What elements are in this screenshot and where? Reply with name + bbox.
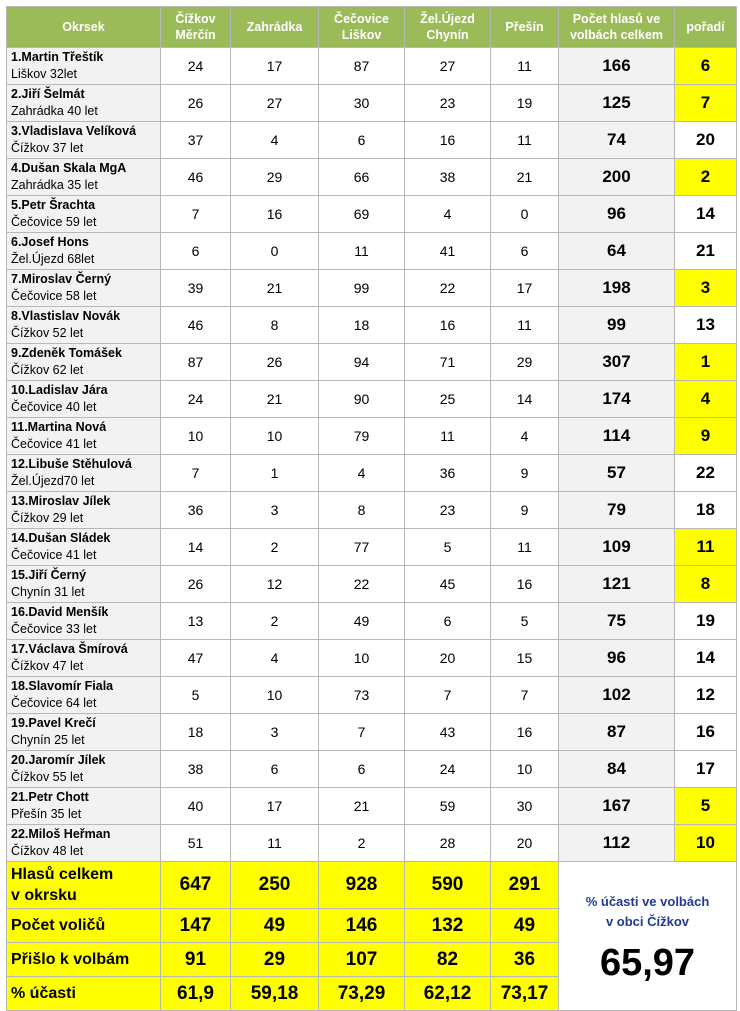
turnout-label-line2: v obci Čížkov <box>605 913 690 929</box>
total-votes-cell: 84 <box>559 751 675 788</box>
summary-value-cell: 49 <box>491 909 559 943</box>
district-votes-cell: 16 <box>491 714 559 751</box>
rank-cell: 2 <box>675 159 737 196</box>
rank-cell: 17 <box>675 751 737 788</box>
candidate-name: 22.Miloš Heřman <box>11 827 111 841</box>
district-votes-cell: 90 <box>319 381 405 418</box>
district-votes-cell: 40 <box>161 788 231 825</box>
district-votes-cell: 10 <box>491 751 559 788</box>
district-votes-cell: 10 <box>231 418 319 455</box>
rank-cell: 10 <box>675 825 737 862</box>
candidate-cell <box>7 122 161 159</box>
candidate-cell <box>7 418 161 455</box>
district-votes-cell: 11 <box>491 122 559 159</box>
district-votes-cell: 4 <box>319 455 405 492</box>
district-votes-cell: 87 <box>161 344 231 381</box>
district-votes-cell: 30 <box>319 85 405 122</box>
total-votes-cell: 167 <box>559 788 675 825</box>
table-row <box>7 418 737 455</box>
district-votes-cell: 6 <box>231 751 319 788</box>
summary-value-cell: 250 <box>231 862 319 909</box>
summary-value-cell: 132 <box>405 909 491 943</box>
candidate-name: 20.Jaromír Jílek <box>11 753 106 767</box>
table-row <box>7 492 737 529</box>
district-votes-cell: 37 <box>161 122 231 159</box>
candidate-location-age: Žel.Újezd70 let <box>11 474 95 488</box>
district-votes-cell: 39 <box>161 270 231 307</box>
district-votes-cell: 7 <box>405 677 491 714</box>
district-votes-cell: 2 <box>231 529 319 566</box>
municipal-turnout-box <box>559 862 737 1011</box>
candidate-cell <box>7 788 161 825</box>
candidate-location-age: Liškov 32let <box>11 67 78 81</box>
district-votes-cell: 18 <box>319 307 405 344</box>
district-votes-cell: 9 <box>491 492 559 529</box>
district-votes-cell: 87 <box>319 48 405 85</box>
total-votes-cell: 307 <box>559 344 675 381</box>
candidate-name: 9.Zdeněk Tomášek <box>11 346 122 360</box>
summary-row <box>7 862 737 909</box>
district-votes-cell: 2 <box>231 603 319 640</box>
district-votes-cell: 29 <box>231 159 319 196</box>
district-votes-cell: 26 <box>161 85 231 122</box>
district-votes-cell: 30 <box>491 788 559 825</box>
rank-cell: 8 <box>675 566 737 603</box>
district-votes-cell: 94 <box>319 344 405 381</box>
district-votes-cell: 38 <box>405 159 491 196</box>
district-votes-cell: 69 <box>319 196 405 233</box>
district-votes-cell: 0 <box>491 196 559 233</box>
district-votes-cell: 4 <box>491 418 559 455</box>
district-votes-cell: 36 <box>161 492 231 529</box>
candidate-location-age: Přešín 35 let <box>11 807 82 821</box>
candidate-cell <box>7 48 161 85</box>
district-votes-cell: 66 <box>319 159 405 196</box>
candidate-name: 11.Martina Nová <box>11 420 107 434</box>
table-row <box>7 307 737 344</box>
total-votes-cell: 200 <box>559 159 675 196</box>
district-votes-cell: 14 <box>491 381 559 418</box>
summary-value-cell: 146 <box>319 909 405 943</box>
district-votes-cell: 6 <box>405 603 491 640</box>
district-votes-cell: 24 <box>161 48 231 85</box>
rank-cell: 22 <box>675 455 737 492</box>
summary-value-cell: 91 <box>161 943 231 977</box>
candidate-location-age: Žel.Újezd 68let <box>11 252 95 266</box>
table-row <box>7 714 737 751</box>
district-votes-cell: 11 <box>319 233 405 270</box>
district-votes-cell: 38 <box>161 751 231 788</box>
summary-label <box>7 909 161 943</box>
district-votes-cell: 79 <box>319 418 405 455</box>
candidate-name: 6.Josef Hons <box>11 235 89 249</box>
district-votes-cell: 4 <box>231 122 319 159</box>
district-votes-cell: 7 <box>161 196 231 233</box>
rank-cell: 11 <box>675 529 737 566</box>
total-votes-cell: 87 <box>559 714 675 751</box>
district-votes-cell: 17 <box>491 270 559 307</box>
district-votes-cell: 11 <box>405 418 491 455</box>
district-votes-cell: 1 <box>231 455 319 492</box>
district-votes-cell: 59 <box>405 788 491 825</box>
candidate-location-age: Čížkov 37 let <box>11 141 84 155</box>
candidate-name: 8.Vlastislav Novák <box>11 309 121 323</box>
rank-cell: 4 <box>675 381 737 418</box>
candidate-rows <box>7 48 737 862</box>
total-votes-cell: 99 <box>559 307 675 344</box>
candidate-location-age: Čížkov 62 let <box>11 363 84 377</box>
candidate-location-age: Čížkov 52 let <box>11 326 84 340</box>
candidate-cell <box>7 492 161 529</box>
candidate-cell <box>7 825 161 862</box>
rank-cell: 3 <box>675 270 737 307</box>
table-row <box>7 48 737 85</box>
district-votes-cell: 4 <box>405 196 491 233</box>
candidate-name: 15.Jiří Černý <box>11 568 87 582</box>
candidate-cell <box>7 344 161 381</box>
summary-value-cell: 49 <box>231 909 319 943</box>
rank-cell: 5 <box>675 788 737 825</box>
summary-value-cell: 147 <box>161 909 231 943</box>
candidate-cell <box>7 307 161 344</box>
candidate-location-age: Čečovice 41 let <box>11 548 97 562</box>
candidate-cell <box>7 566 161 603</box>
candidate-location-age: Čížkov 55 let <box>11 770 84 784</box>
table-row <box>7 270 737 307</box>
table-row <box>7 751 737 788</box>
district-votes-cell: 6 <box>161 233 231 270</box>
district-votes-cell: 10 <box>231 677 319 714</box>
candidate-location-age: Čečovice 64 let <box>11 696 97 710</box>
total-votes-cell: 198 <box>559 270 675 307</box>
total-votes-cell: 96 <box>559 640 675 677</box>
district-votes-cell: 27 <box>231 85 319 122</box>
total-votes-cell: 109 <box>559 529 675 566</box>
turnout-value: 65,97 <box>599 941 696 984</box>
district-votes-cell: 25 <box>405 381 491 418</box>
summary-label-line1: Přišlo k volbám <box>11 951 130 968</box>
table-row <box>7 381 737 418</box>
rank-cell: 16 <box>675 714 737 751</box>
candidate-cell <box>7 603 161 640</box>
summary-value-cell: 107 <box>319 943 405 977</box>
district-votes-cell: 12 <box>231 566 319 603</box>
district-votes-cell: 8 <box>319 492 405 529</box>
candidate-name: 13.Miroslav Jílek <box>11 494 111 508</box>
district-votes-cell: 19 <box>491 85 559 122</box>
district-votes-cell: 7 <box>491 677 559 714</box>
candidate-location-age: Čížkov 47 let <box>11 659 84 673</box>
candidate-name: 5.Petr Šrachta <box>11 198 96 212</box>
district-votes-cell: 21 <box>319 788 405 825</box>
district-votes-cell: 28 <box>405 825 491 862</box>
candidate-location-age: Čížkov 29 let <box>11 511 84 525</box>
rank-cell: 6 <box>675 48 737 85</box>
district-votes-cell: 23 <box>405 492 491 529</box>
summary-label-line1: Počet voličů <box>11 917 106 934</box>
turnout-label <box>559 892 736 932</box>
rank-cell: 21 <box>675 233 737 270</box>
rank-cell: 13 <box>675 307 737 344</box>
candidate-name: 4.Dušan Skala MgA <box>11 161 127 175</box>
district-votes-cell: 16 <box>491 566 559 603</box>
district-votes-cell: 11 <box>491 307 559 344</box>
total-votes-cell: 112 <box>559 825 675 862</box>
district-votes-cell: 17 <box>231 48 319 85</box>
district-votes-cell: 46 <box>161 307 231 344</box>
total-votes-cell: 96 <box>559 196 675 233</box>
summary-value-cell: 647 <box>161 862 231 909</box>
district-votes-cell: 51 <box>161 825 231 862</box>
district-votes-cell: 7 <box>319 714 405 751</box>
candidate-name: 1.Martin Třeštík <box>11 50 104 64</box>
header-cizkov: Čížkov Měrčín <box>161 7 231 48</box>
candidate-name: 7.Miroslav Černý <box>11 272 112 286</box>
district-votes-cell: 21 <box>491 159 559 196</box>
turnout-label-line1: % účasti ve volbách <box>585 893 710 909</box>
table-row <box>7 529 737 566</box>
district-votes-cell: 47 <box>161 640 231 677</box>
table-row <box>7 788 737 825</box>
district-votes-cell: 99 <box>319 270 405 307</box>
candidate-cell <box>7 455 161 492</box>
district-votes-cell: 71 <box>405 344 491 381</box>
district-votes-cell: 10 <box>319 640 405 677</box>
total-votes-cell: 125 <box>559 85 675 122</box>
candidate-location-age: Čečovice 41 let <box>11 437 97 451</box>
district-votes-cell: 26 <box>161 566 231 603</box>
district-votes-cell: 10 <box>161 418 231 455</box>
table-row <box>7 196 737 233</box>
candidate-location-age: Čečovice 58 let <box>11 289 97 303</box>
district-votes-cell: 9 <box>491 455 559 492</box>
district-votes-cell: 5 <box>161 677 231 714</box>
table-row <box>7 159 737 196</box>
rank-cell: 20 <box>675 122 737 159</box>
header-zahradka: Zahrádka <box>231 7 319 48</box>
summary-value-cell: 291 <box>491 862 559 909</box>
candidate-name: 16.David Menšík <box>11 605 109 619</box>
candidate-name: 2.Jiří Šelmát <box>11 87 85 101</box>
summary-value-cell: 29 <box>231 943 319 977</box>
candidate-cell <box>7 529 161 566</box>
district-votes-cell: 24 <box>405 751 491 788</box>
total-votes-cell: 75 <box>559 603 675 640</box>
table-row <box>7 455 737 492</box>
table-row <box>7 566 737 603</box>
district-votes-cell: 13 <box>161 603 231 640</box>
header-rank: pořadí <box>675 7 737 48</box>
district-votes-cell: 3 <box>231 492 319 529</box>
candidate-cell <box>7 677 161 714</box>
district-votes-cell: 43 <box>405 714 491 751</box>
district-votes-cell: 27 <box>405 48 491 85</box>
district-votes-cell: 22 <box>405 270 491 307</box>
header-presin: Přešín <box>491 7 559 48</box>
district-votes-cell: 41 <box>405 233 491 270</box>
total-votes-cell: 114 <box>559 418 675 455</box>
total-votes-cell: 102 <box>559 677 675 714</box>
summary-label-line1: % účasti <box>11 985 76 1002</box>
summary-value-cell: 61,9 <box>161 977 231 1011</box>
rank-cell: 12 <box>675 677 737 714</box>
district-votes-cell: 22 <box>319 566 405 603</box>
district-votes-cell: 16 <box>405 307 491 344</box>
district-votes-cell: 14 <box>161 529 231 566</box>
rank-cell: 1 <box>675 344 737 381</box>
district-votes-cell: 36 <box>405 455 491 492</box>
total-votes-cell: 74 <box>559 122 675 159</box>
table-row <box>7 603 737 640</box>
summary-label <box>7 862 161 909</box>
candidate-cell <box>7 196 161 233</box>
candidate-location-age: Chynín 31 let <box>11 585 85 599</box>
rank-cell: 14 <box>675 640 737 677</box>
rank-cell: 18 <box>675 492 737 529</box>
district-votes-cell: 23 <box>405 85 491 122</box>
district-votes-cell: 8 <box>231 307 319 344</box>
header-zel-ujezd: Žel.Újezd Chynín <box>405 7 491 48</box>
candidate-name: 10.Ladislav Jára <box>11 383 108 397</box>
district-votes-cell: 21 <box>231 270 319 307</box>
total-votes-cell: 174 <box>559 381 675 418</box>
candidate-cell <box>7 381 161 418</box>
district-votes-cell: 7 <box>161 455 231 492</box>
rank-cell: 9 <box>675 418 737 455</box>
summary-value-cell: 590 <box>405 862 491 909</box>
candidate-location-age: Čečovice 33 let <box>11 622 97 636</box>
candidate-location-age: Chynín 25 let <box>11 733 85 747</box>
table-row <box>7 677 737 714</box>
summary-label <box>7 977 161 1011</box>
summary-value-cell: 73,29 <box>319 977 405 1011</box>
candidate-location-age: Čečovice 59 let <box>11 215 97 229</box>
candidate-name: 14.Dušan Sládek <box>11 531 111 545</box>
total-votes-cell: 64 <box>559 233 675 270</box>
total-votes-cell: 57 <box>559 455 675 492</box>
total-votes-cell: 121 <box>559 566 675 603</box>
table-row <box>7 85 737 122</box>
rank-cell: 7 <box>675 85 737 122</box>
district-votes-cell: 2 <box>319 825 405 862</box>
candidate-location-age: Čečovice 40 let <box>11 400 97 414</box>
election-results-table <box>6 6 737 1011</box>
header-row <box>7 7 737 48</box>
summary-label-line2: v okrsku <box>11 887 77 904</box>
district-votes-cell: 18 <box>161 714 231 751</box>
candidate-cell <box>7 751 161 788</box>
header-total-votes: Počet hlasů ve volbách celkem <box>559 7 675 48</box>
district-votes-cell: 20 <box>491 825 559 862</box>
district-votes-cell: 4 <box>231 640 319 677</box>
total-votes-cell: 166 <box>559 48 675 85</box>
total-votes-cell: 79 <box>559 492 675 529</box>
candidate-cell <box>7 159 161 196</box>
table-row <box>7 122 737 159</box>
district-votes-cell: 15 <box>491 640 559 677</box>
summary-value-cell: 73,17 <box>491 977 559 1011</box>
candidate-name: 3.Vladislava Velíková <box>11 124 137 138</box>
table-row <box>7 640 737 677</box>
summary-value-cell: 82 <box>405 943 491 977</box>
district-votes-cell: 11 <box>231 825 319 862</box>
candidate-location-age: Čížkov 48 let <box>11 844 84 858</box>
table-row <box>7 233 737 270</box>
candidate-name: 18.Slavomír Fiala <box>11 679 114 693</box>
header-cecovice: Čečovice Liškov <box>319 7 405 48</box>
district-votes-cell: 26 <box>231 344 319 381</box>
summary-label <box>7 943 161 977</box>
district-votes-cell: 46 <box>161 159 231 196</box>
district-votes-cell: 21 <box>231 381 319 418</box>
district-votes-cell: 6 <box>491 233 559 270</box>
district-votes-cell: 29 <box>491 344 559 381</box>
district-votes-cell: 49 <box>319 603 405 640</box>
district-votes-cell: 16 <box>405 122 491 159</box>
candidate-location-age: Zahrádka 35 let <box>11 178 98 192</box>
table-row <box>7 344 737 381</box>
candidate-cell <box>7 233 161 270</box>
district-votes-cell: 0 <box>231 233 319 270</box>
summary-label-line1: Hlasů celkem <box>11 866 114 883</box>
district-votes-cell: 20 <box>405 640 491 677</box>
table-row <box>7 825 737 862</box>
summary-rows <box>7 862 737 1011</box>
district-votes-cell: 5 <box>405 529 491 566</box>
candidate-name: 19.Pavel Krečí <box>11 716 96 730</box>
header-okrsek: Okrsek <box>7 7 161 48</box>
candidate-location-age: Zahrádka 40 let <box>11 104 98 118</box>
summary-value-cell: 62,12 <box>405 977 491 1011</box>
candidate-name: 12.Libuše Stěhulová <box>11 457 132 471</box>
candidate-cell <box>7 270 161 307</box>
district-votes-cell: 73 <box>319 677 405 714</box>
district-votes-cell: 77 <box>319 529 405 566</box>
district-votes-cell: 6 <box>319 122 405 159</box>
summary-value-cell: 59,18 <box>231 977 319 1011</box>
rank-cell: 14 <box>675 196 737 233</box>
district-votes-cell: 45 <box>405 566 491 603</box>
summary-value-cell: 928 <box>319 862 405 909</box>
district-votes-cell: 24 <box>161 381 231 418</box>
district-votes-cell: 3 <box>231 714 319 751</box>
candidate-name: 21.Petr Chott <box>11 790 89 804</box>
candidate-name: 17.Václava Šmírová <box>11 642 128 656</box>
district-votes-cell: 11 <box>491 48 559 85</box>
candidate-cell <box>7 714 161 751</box>
rank-cell: 19 <box>675 603 737 640</box>
district-votes-cell: 16 <box>231 196 319 233</box>
district-votes-cell: 6 <box>319 751 405 788</box>
candidate-cell <box>7 640 161 677</box>
summary-value-cell: 36 <box>491 943 559 977</box>
district-votes-cell: 17 <box>231 788 319 825</box>
district-votes-cell: 11 <box>491 529 559 566</box>
candidate-cell <box>7 85 161 122</box>
district-votes-cell: 5 <box>491 603 559 640</box>
